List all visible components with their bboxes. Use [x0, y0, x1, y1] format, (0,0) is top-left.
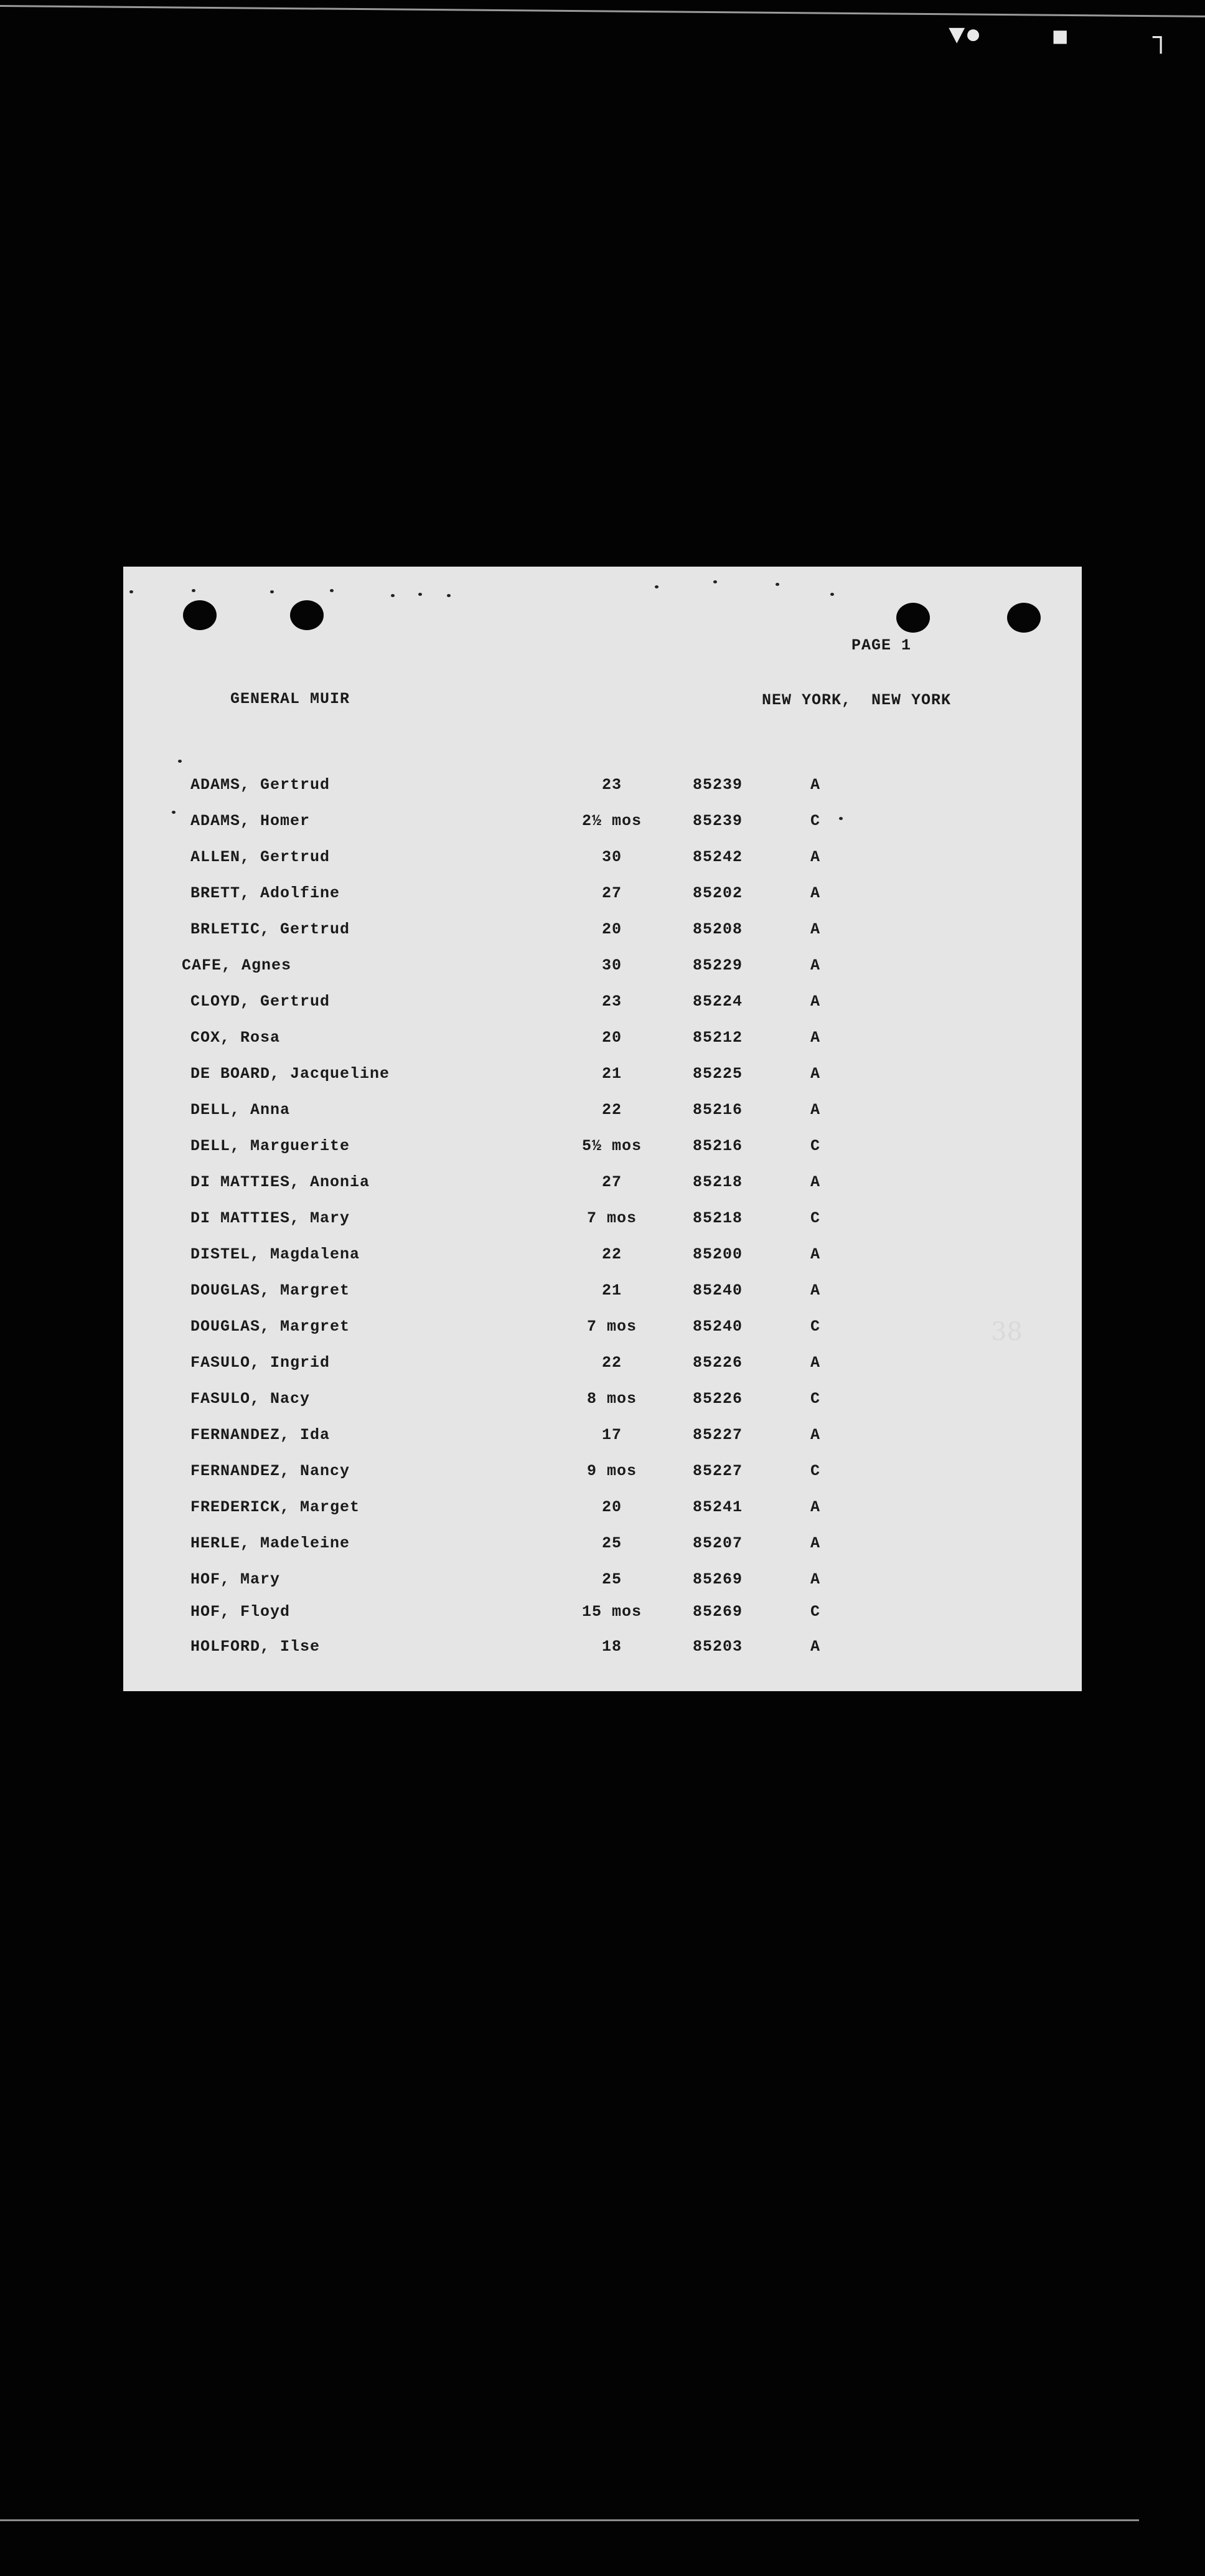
passenger-number: 85212: [692, 1029, 743, 1047]
passenger-age: 25: [601, 1570, 622, 1588]
passenger-age: 21: [601, 1281, 622, 1300]
passenger-age: 15 mos: [581, 1603, 642, 1621]
passenger-number: 85203: [692, 1638, 743, 1656]
passenger-name: DELL, Anna: [190, 1101, 291, 1119]
passenger-age: 25: [601, 1534, 622, 1552]
passenger-age: 22: [601, 1354, 622, 1372]
passenger-name: DE BOARD, Jacqueline: [190, 1065, 390, 1083]
passenger-name: DISTEL, Magdalena: [190, 1245, 360, 1263]
passenger-age: 27: [601, 1173, 622, 1191]
passenger-class: C: [810, 1318, 820, 1336]
passenger-age: 20: [601, 1498, 622, 1516]
passenger-name: HOF, Mary: [190, 1570, 281, 1588]
passenger-class: A: [810, 1065, 820, 1083]
passenger-name: DOUGLAS, Margret: [190, 1318, 350, 1336]
passenger-age: 20: [601, 1029, 622, 1047]
passenger-age: 8 mos: [586, 1390, 637, 1408]
passenger-name: FASULO, Nacy: [190, 1390, 311, 1408]
passenger-class: C: [810, 1462, 820, 1480]
corner-mark-2: ■: [1052, 23, 1069, 54]
passenger-age: 7 mos: [586, 1318, 637, 1336]
passenger-number: 85227: [692, 1426, 743, 1444]
passenger-class: C: [810, 1209, 820, 1227]
passenger-class: A: [810, 1354, 820, 1372]
corner-mark-3: ┐: [1153, 23, 1170, 54]
passenger-class: A: [810, 1173, 820, 1191]
passenger-name: ADAMS, Homer: [190, 812, 311, 830]
destination: NEW YORK, NEW YORK: [762, 691, 952, 709]
passenger-age: 17: [601, 1426, 622, 1444]
passenger-age: 23: [601, 993, 622, 1011]
page-number-handwritten: 38: [991, 1318, 1023, 1346]
document-page: [123, 567, 1082, 1691]
passenger-age: 9 mos: [586, 1462, 637, 1480]
punch-hole: [896, 603, 930, 633]
passenger-age: 5½ mos: [581, 1137, 642, 1155]
passenger-age: 27: [601, 884, 622, 902]
passenger-class: A: [810, 1498, 820, 1516]
passenger-name: FREDERICK, Marget: [190, 1498, 360, 1516]
passenger-class: A: [810, 848, 820, 866]
passenger-age: 21: [601, 1065, 622, 1083]
passenger-class: C: [810, 1137, 820, 1155]
passenger-number: 85216: [692, 1137, 743, 1155]
passenger-number: 85218: [692, 1209, 743, 1227]
passenger-number: 85226: [692, 1390, 743, 1408]
passenger-age: 2½ mos: [581, 812, 642, 830]
passenger-class: A: [810, 1570, 820, 1588]
passenger-age: 30: [601, 848, 622, 866]
passenger-number: 85225: [692, 1065, 743, 1083]
passenger-name: ALLEN, Gertrud: [190, 848, 331, 866]
ship-name: GENERAL MUIR: [230, 690, 350, 708]
passenger-class: A: [810, 993, 820, 1011]
passenger-class: A: [810, 1029, 820, 1047]
passenger-number: 85218: [692, 1173, 743, 1191]
passenger-name: FASULO, Ingrid: [190, 1354, 331, 1372]
passenger-age: 22: [601, 1101, 622, 1119]
passenger-class: C: [810, 1390, 820, 1408]
passenger-name: ADAMS, Gertrud: [190, 776, 331, 794]
passenger-number: 85240: [692, 1318, 743, 1336]
punch-hole: [183, 600, 217, 630]
passenger-number: 85239: [692, 812, 743, 830]
passenger-number: 85229: [692, 956, 743, 974]
scan-edge-top: [0, 5, 1205, 17]
passenger-class: A: [810, 920, 820, 938]
passenger-name: BRLETIC, Gertrud: [190, 920, 350, 938]
passenger-class: A: [810, 1245, 820, 1263]
passenger-number: 85227: [692, 1462, 743, 1480]
passenger-number: 85207: [692, 1534, 743, 1552]
passenger-number: 85241: [692, 1498, 743, 1516]
passenger-name: DI MATTIES, Mary: [190, 1209, 350, 1227]
passenger-age: 23: [601, 776, 622, 794]
passenger-class: C: [810, 1603, 820, 1621]
passenger-class: A: [810, 776, 820, 794]
passenger-number: 85242: [692, 848, 743, 866]
punch-hole: [1007, 603, 1041, 633]
passenger-number: 85216: [692, 1101, 743, 1119]
passenger-number: 85208: [692, 920, 743, 938]
passenger-class: A: [810, 1281, 820, 1300]
passenger-name: DOUGLAS, Margret: [190, 1281, 350, 1300]
passenger-number: 85226: [692, 1354, 743, 1372]
passenger-number: 85269: [692, 1570, 743, 1588]
passenger-name: FERNANDEZ, Nancy: [190, 1462, 350, 1480]
passenger-name: DELL, Marguerite: [190, 1137, 350, 1155]
passenger-name: COX, Rosa: [190, 1029, 281, 1047]
passenger-name: HOLFORD, Ilse: [190, 1638, 321, 1656]
corner-mark-1: ▼●: [949, 21, 982, 52]
passenger-name: CLOYD, Gertrud: [190, 993, 331, 1011]
passenger-name: HERLE, Madeleine: [190, 1534, 350, 1552]
passenger-name: DI MATTIES, Anonia: [190, 1173, 370, 1191]
passenger-number: 85239: [692, 776, 743, 794]
passenger-name: CAFE, Agnes: [182, 956, 292, 974]
passenger-number: 85240: [692, 1281, 743, 1300]
passenger-age: 22: [601, 1245, 622, 1263]
passenger-age: 18: [601, 1638, 622, 1656]
passenger-number: 85269: [692, 1603, 743, 1621]
passenger-name: BRETT, Adolfine: [190, 884, 340, 902]
passenger-age: 20: [601, 920, 622, 938]
passenger-class: A: [810, 1101, 820, 1119]
passenger-class: A: [810, 956, 820, 974]
passenger-name: FERNANDEZ, Ida: [190, 1426, 331, 1444]
page-label: PAGE 1: [851, 636, 912, 654]
passenger-number: 85200: [692, 1245, 743, 1263]
passenger-class: A: [810, 884, 820, 902]
passenger-class: A: [810, 1426, 820, 1444]
scan-edge-bottom: [0, 2519, 1139, 2521]
passenger-number: 85202: [692, 884, 743, 902]
passenger-age: 30: [601, 956, 622, 974]
passenger-class: A: [810, 1638, 820, 1656]
passenger-class: C: [810, 812, 820, 830]
passenger-class: A: [810, 1534, 820, 1552]
passenger-name: HOF, Floyd: [190, 1603, 291, 1621]
punch-hole: [290, 600, 324, 630]
passenger-number: 85224: [692, 993, 743, 1011]
passenger-age: 7 mos: [586, 1209, 637, 1227]
